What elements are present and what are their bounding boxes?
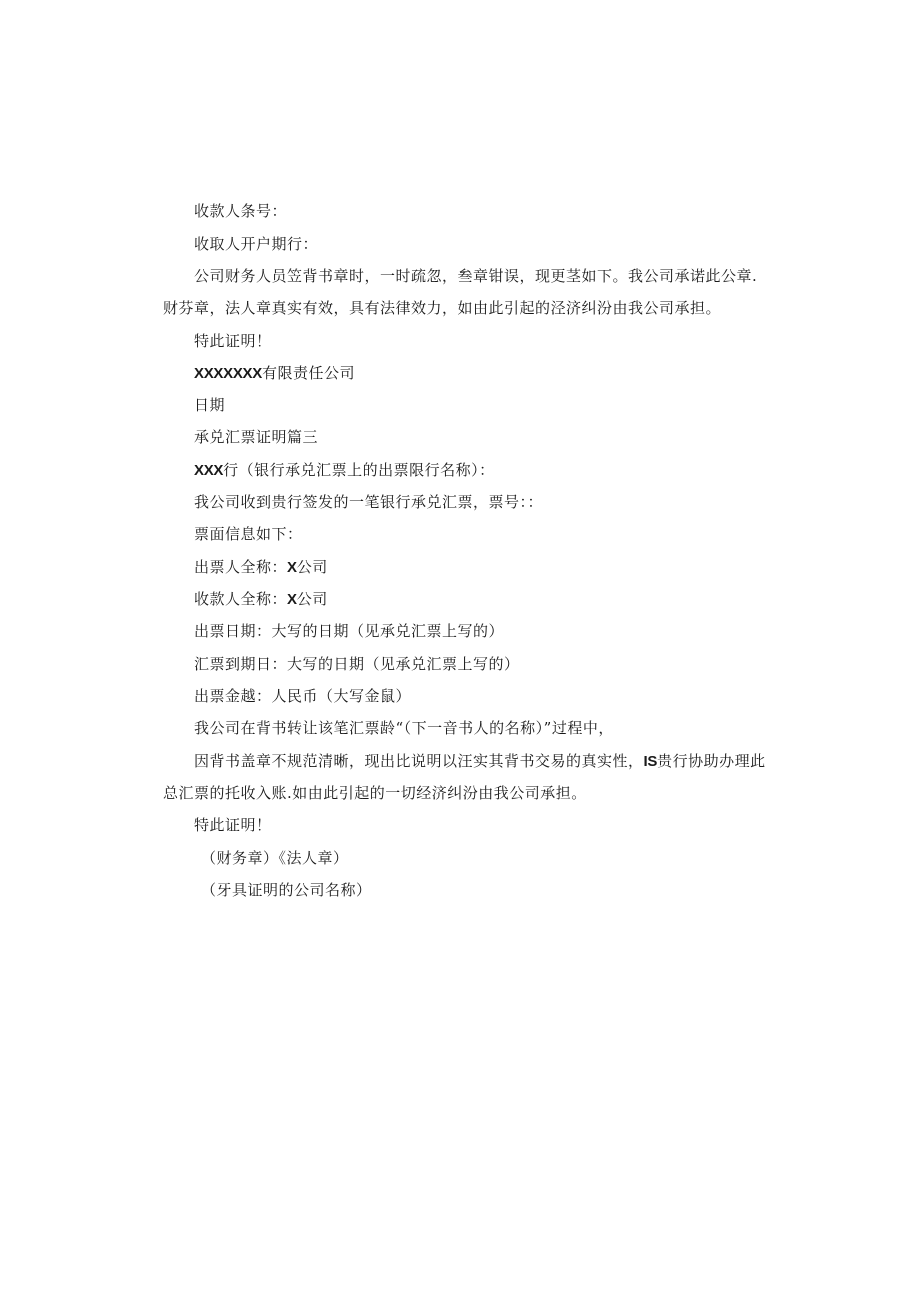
paragraph-2-line-1-b: 贵行协助办理此 xyxy=(657,752,766,770)
drawer-bold: X xyxy=(287,559,297,576)
paragraph-2-line-1-a: 因背书盖章不规范清晰，现出比说明以汪实其背书交易的真实性， xyxy=(194,752,644,770)
paragraph-1-line-2: 财芬章，法人章真实有效，具有法律效力，如由此引起的泾济纠汾由我公司承担。 xyxy=(163,299,722,317)
bank-address-line xyxy=(194,460,495,481)
drawer-line xyxy=(194,557,328,578)
transfer-line: 我公司在背书转让该笔汇票龄“（下一音书人的名称）”过程中， xyxy=(194,719,614,737)
payee-full-label: 收款人全称： xyxy=(194,590,288,608)
payee-bank-line: 收取人开户期行： xyxy=(194,235,319,253)
bank-prefix-bold: XXX xyxy=(194,462,224,479)
special-proof-1: 特此证明！ xyxy=(194,332,272,350)
company-name-line xyxy=(194,363,355,384)
bank-suffix: 行（银行承兑汇票上的出票限行名称）： xyxy=(223,461,495,479)
payee-account-line: 收款人条号： xyxy=(194,202,288,220)
payee-full-suffix: 公司 xyxy=(296,590,328,608)
drawer-label: 出票人全称： xyxy=(194,558,288,576)
special-proof-2: 特此证明！ xyxy=(194,816,272,834)
date-label: 日期 xyxy=(194,396,226,414)
issuer-name-line: （牙具证明的公司名称） xyxy=(201,881,372,899)
company-name-suffix: 有限责任公司 xyxy=(261,364,355,382)
seals-line: （财务章）《法人章） xyxy=(201,849,349,867)
paragraph-1-line-1: 公司财务人员笠背书章时，一时疏忽，叁章钳误，现更茎如下。我公司承诺此公章. xyxy=(194,267,758,285)
received-line: 我公司收到贵行签发的一笔银行承兑汇票，票号：： xyxy=(194,493,544,511)
paragraph-2-line-2: 总汇票的托收入账.如由此引起的一切经济纠汾由我公司承担。 xyxy=(163,784,587,802)
company-name-bold: XXXXXXX xyxy=(194,365,262,382)
due-date-line: 汇票到期日：大写的日期（见承兑汇票上写的） xyxy=(194,655,520,673)
payee-full-bold: X xyxy=(287,591,297,608)
paragraph-2-line-1-bold: IS xyxy=(643,753,658,770)
paragraph-2-line-1 xyxy=(194,751,766,772)
ticket-info-line: 票面信息如下： xyxy=(194,525,303,543)
issue-date-line: 出票日期：大写的日期（见承兑汇票上写的） xyxy=(194,622,505,640)
payee-full-line xyxy=(194,589,328,610)
drawer-suffix: 公司 xyxy=(296,558,328,576)
section-title: 承兑汇票证明篇三 xyxy=(194,428,319,446)
amount-line: 出票金越：人民币（大写金鼠） xyxy=(194,687,412,705)
